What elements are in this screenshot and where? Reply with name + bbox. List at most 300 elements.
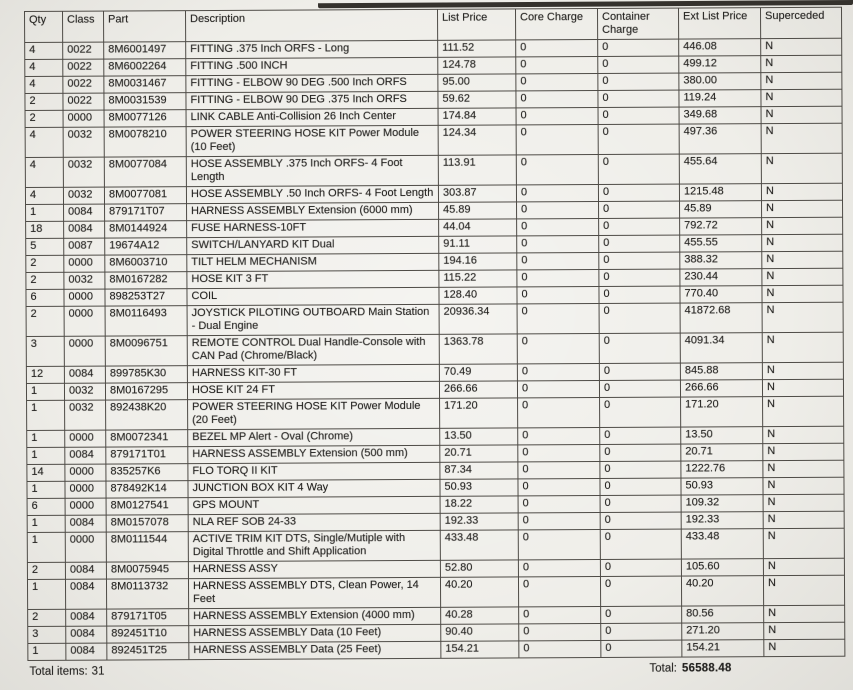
cell-qty: 3 [28,626,66,643]
cell-ext-list-price: 845.88 [680,363,762,380]
cell-container-charge: 0 [599,303,680,333]
cell-superceded: N [762,332,843,362]
cell-core-charge: 0 [517,201,599,218]
cell-description: NLA REF SOB 24-33 [188,513,440,531]
cell-core-charge: 0 [518,461,600,478]
cell-ext-list-price: 792.72 [680,218,762,235]
cell-container-charge: 0 [599,269,680,286]
cell-ext-list-price: 4091.34 [680,333,762,363]
cell-list-price: 1363.78 [439,334,517,364]
cell-part: 8M0111544 [106,532,188,562]
cell-superceded: N [764,622,845,639]
cell-class: 0084 [64,221,105,238]
table-row [27,396,844,430]
cell-part: 879171T01 [106,447,188,464]
cell-class: 0032 [65,400,106,430]
cell-list-price: 113.91 [438,155,516,185]
cell-class: 0084 [65,562,106,579]
cell-ext-list-price: 40.20 [681,576,763,606]
cell-class: 0084 [64,366,105,383]
cell-list-price: 174.84 [438,108,516,125]
cell-ext-list-price: 192.33 [681,512,763,529]
col-header-superceded: Superceded [760,7,841,38]
cell-part: 8M0077081 [104,187,186,204]
cell-description: ACTIVE TRIM KIT DTS, Single/Mutiple with Digital Throttle and Shift Application [188,530,440,561]
cell-description: SWITCH/LANYARD KIT Dual [187,236,439,254]
cell-superceded: N [762,362,843,379]
cell-part: 8M0072341 [106,430,188,447]
cell-qty: 4 [25,187,63,204]
cell-description: HARNESS ASSY [188,560,440,578]
cell-description: FLO TORQ II KIT [188,462,440,480]
cell-core-charge: 0 [518,427,600,444]
cell-part: 8M0157078 [106,515,188,532]
cell-class: 0000 [65,532,106,562]
cell-list-price: 266.66 [439,381,517,398]
cell-ext-list-price: 349.68 [679,107,761,124]
cell-container-charge: 0 [598,154,679,184]
cell-part: 8M0077126 [104,110,186,127]
cell-qty: 1 [27,532,65,562]
cell-part: 835257K6 [106,464,188,481]
cell-container-charge: 0 [598,107,679,124]
cell-list-price: 70.49 [439,364,517,381]
cell-core-charge: 0 [516,56,598,73]
cell-container-charge: 0 [600,529,681,559]
cell-list-price: 433.48 [440,530,518,560]
grand-total-value: 56588.48 [681,662,732,675]
cell-qty: 1 [26,204,64,221]
cell-qty: 2 [28,609,66,626]
cell-superceded: N [763,575,844,605]
cell-part: 879171T07 [105,204,187,221]
cell-ext-list-price: 1215.48 [679,184,761,201]
cell-ext-list-price: 446.08 [679,39,761,56]
cell-class: 0032 [63,187,104,204]
cell-class: 0022 [63,59,104,76]
cell-container-charge: 0 [600,559,681,576]
cell-core-charge: 0 [516,90,598,107]
cell-list-price: 59.62 [438,91,516,108]
cell-core-charge: 0 [518,478,600,495]
cell-container-charge: 0 [599,201,680,218]
cell-qty: 5 [26,238,64,255]
cell-qty: 6 [26,289,64,306]
cell-core-charge: 0 [517,303,599,333]
cell-part: 8M0167282 [105,272,187,289]
cell-container-charge: 0 [600,427,681,444]
cell-list-price: 303.87 [438,185,516,202]
cell-superceded: N [762,217,843,234]
cell-list-price: 90.40 [441,624,519,641]
cell-description: FITTING - ELBOW 90 DEG .500 Inch ORFS [186,74,438,92]
cell-description: JUNCTION BOX KIT 4 Way [188,479,440,497]
cell-description: POWER STEERING HOSE KIT Power Module (20 Feet) [188,398,440,429]
cell-class: 0084 [65,447,106,464]
cell-class: 0022 [63,76,104,93]
cell-container-charge: 0 [599,333,680,363]
cell-part: 19674A12 [105,238,187,255]
cell-core-charge: 0 [518,397,600,427]
cell-part: 8M0031467 [104,76,186,93]
cell-superceded: N [762,251,843,268]
cell-ext-list-price: 171.20 [681,397,763,427]
cell-qty: 4 [25,59,63,76]
cell-class: 0084 [66,643,107,660]
cell-superceded: N [761,72,842,89]
cell-qty: 14 [27,464,65,481]
cell-ext-list-price: 154.21 [682,640,764,657]
cell-qty: 6 [27,498,65,515]
cell-class: 0000 [65,481,106,498]
cell-ext-list-price: 20.71 [681,444,763,461]
cell-qty: 18 [26,221,64,238]
cell-list-price: 50.93 [440,479,518,496]
cell-list-price: 171.20 [440,398,518,428]
cell-superceded: N [762,200,843,217]
grand-total [649,662,731,674]
parts-list-sheet [24,7,845,682]
cell-ext-list-price: 13.50 [681,427,763,444]
cell-core-charge: 0 [517,218,599,235]
cell-class: 0000 [64,289,105,306]
cell-ext-list-price: 499.12 [679,56,761,73]
table-row [25,123,842,157]
cell-core-charge: 0 [519,606,601,623]
table-row [27,575,844,609]
cell-superceded: N [761,106,842,123]
cell-superceded: N [761,38,842,55]
cell-description: TILT HELM MECHANISM [187,253,439,271]
cell-class: 0022 [63,93,104,110]
cell-qty: 1 [27,481,65,498]
cell-container-charge: 0 [598,90,679,107]
cell-core-charge: 0 [516,184,598,201]
cell-description: FUSE HARNESS-10FT [187,219,439,237]
col-header-part: Part [104,11,186,42]
cell-part: 8M0078210 [104,127,186,157]
cell-superceded: N [764,605,845,622]
cell-list-price: 91.11 [439,236,517,253]
cell-list-price: 87.34 [440,462,518,479]
cell-superceded: N [761,183,842,200]
cell-ext-list-price: 770.40 [680,286,762,303]
cell-list-price: 128.40 [439,287,517,304]
cell-part: 8M0144924 [105,221,187,238]
cell-superceded: N [761,89,842,106]
cell-qty: 2 [26,306,64,336]
cell-ext-list-price: 230.44 [680,269,762,286]
cell-description: FITTING - ELBOW 90 DEG .375 Inch ORFS [186,91,438,109]
cell-qty: 1 [27,430,65,447]
cell-core-charge: 0 [516,124,598,154]
cell-list-price: 40.20 [440,577,518,607]
cell-container-charge: 0 [601,640,682,657]
cell-container-charge: 0 [598,56,679,73]
cell-class: 0084 [64,204,105,221]
cell-core-charge: 0 [519,640,601,657]
cell-part: 898253T27 [105,289,187,306]
table-footer [27,662,844,682]
cell-superceded: N [762,285,843,302]
cell-description: HARNESS KIT-30 FT [187,364,439,382]
cell-qty: 1 [28,643,66,660]
cell-description: HARNESS ASSEMBLY Data (10 Feet) [189,624,441,642]
parts-table-header [25,7,842,42]
total-items [29,666,104,678]
cell-part: 8M0116493 [105,306,187,336]
cell-list-price: 20.71 [440,445,518,462]
col-header-qty: Qty [25,11,63,42]
cell-part: 8M6001497 [104,42,186,59]
cell-list-price: 18.22 [440,496,518,513]
cell-qty: 1 [26,383,64,400]
cell-description: HOSE ASSEMBLY .50 Inch ORFS- 4 Foot Length [186,185,438,203]
cell-container-charge: 0 [600,576,681,606]
cell-superceded: N [763,511,844,528]
cell-core-charge: 0 [518,529,600,559]
cell-qty: 2 [27,562,65,579]
cell-part: 892438K20 [106,400,188,430]
cell-container-charge: 0 [601,606,682,623]
cell-core-charge: 0 [518,512,600,529]
cell-class: 0084 [65,515,106,532]
cell-class: 0000 [64,255,105,272]
cell-superceded: N [763,528,844,558]
cell-core-charge: 0 [516,73,598,90]
cell-container-charge: 0 [600,478,681,495]
cell-qty: 1 [27,400,65,430]
cell-qty: 2 [25,93,63,110]
cell-qty: 1 [27,579,65,609]
table-row [25,153,842,187]
header-row [25,7,842,42]
cell-part: 8M6003710 [105,255,187,272]
cell-container-charge: 0 [600,397,681,427]
cell-qty: 12 [26,366,64,383]
cell-part: 8M6002264 [104,59,186,76]
cell-ext-list-price: 455.64 [679,154,761,184]
cell-qty: 4 [25,127,63,157]
cell-qty: 2 [26,272,64,289]
cell-container-charge: 0 [599,286,680,303]
cell-qty: 1 [27,515,65,532]
cell-description: REMOTE CONTROL Dual Handle-Console with CAN Pad (Chrome/Black) [187,334,439,365]
cell-list-price: 13.50 [440,428,518,445]
cell-list-price: 40.28 [441,607,519,624]
cell-class: 0000 [65,498,106,515]
cell-superceded: N [763,494,844,511]
cell-list-price: 154.21 [441,641,519,658]
cell-qty: 3 [26,336,64,366]
col-header-list-price: List Price [437,9,515,40]
cell-list-price: 194.16 [439,253,517,270]
cell-class: 0087 [64,238,105,255]
cell-ext-list-price: 380.00 [679,73,761,90]
cell-description: HARNESS ASSEMBLY Extension (6000 mm) [187,202,439,220]
cell-part: 8M0075945 [106,562,188,579]
cell-container-charge: 0 [599,218,680,235]
cell-core-charge: 0 [518,559,600,576]
cell-list-price: 52.80 [440,560,518,577]
cell-class: 0084 [65,579,106,609]
cell-core-charge: 0 [517,286,599,303]
cell-description: HOSE ASSEMBLY .375 Inch ORFS- 4 Foot Length [186,155,438,186]
cell-ext-list-price: 1222.76 [681,461,763,478]
cell-part: 899785K30 [105,366,187,383]
cell-list-price: 20936.34 [439,304,517,334]
cell-superceded: N [764,639,845,656]
cell-part: 8M0031539 [104,93,186,110]
cell-core-charge: 0 [517,333,599,363]
cell-ext-list-price: 105.60 [681,559,763,576]
col-header-description: Description [186,9,438,41]
parts-table-body [25,38,845,660]
cell-qty: 1 [27,447,65,464]
cell-part: 8M0113732 [106,579,188,609]
cell-class: 0000 [63,110,104,127]
cell-list-price: 95.00 [438,74,516,91]
cell-list-price: 45.89 [439,202,517,219]
cell-part: 8M0127541 [106,498,188,515]
cell-part: 892451T10 [107,626,189,643]
cell-container-charge: 0 [600,444,681,461]
cell-core-charge: 0 [518,576,600,606]
cell-core-charge: 0 [516,154,598,184]
table-row [26,332,843,366]
cell-ext-list-price: 455.55 [680,235,762,252]
cell-description: BEZEL MP Alert - Oval (Chrome) [188,428,440,446]
col-header-ext-list-price: Ext List Price [678,8,760,39]
cell-core-charge: 0 [516,107,598,124]
cell-list-price: 111.52 [438,40,516,57]
cell-superceded: N [762,234,843,251]
cell-list-price: 115.22 [439,270,517,287]
cell-core-charge: 0 [518,444,600,461]
cell-part: 8M0077084 [104,157,186,187]
total-items-value: 31 [91,665,105,678]
cell-description: HOSE KIT 24 FT [187,381,439,399]
cell-part: 878492K14 [106,481,188,498]
cell-superceded: N [763,443,844,460]
cell-description: HARNESS ASSEMBLY Extension (500 mm) [188,445,440,463]
cell-part: 892451T25 [107,643,189,660]
grand-total-label: Total: [649,662,677,675]
cell-superceded: N [762,379,843,396]
cell-part: 8M0167295 [105,383,187,400]
cell-list-price: 44.04 [439,219,517,236]
cell-class: 0000 [64,336,105,366]
cell-ext-list-price: 271.20 [682,623,764,640]
cell-container-charge: 0 [599,252,680,269]
cell-ext-list-price: 433.48 [681,529,763,559]
cell-container-charge: 0 [598,124,679,154]
cell-ext-list-price: 119.24 [679,90,761,107]
cell-description: JOYSTICK PILOTING OUTBOARD Main Station - Dual Engine [187,304,439,335]
cell-container-charge: 0 [600,512,681,529]
cell-class: 0032 [63,157,104,187]
parts-table [24,7,845,661]
cell-superceded: N [761,123,842,153]
cell-class: 0084 [66,609,107,626]
cell-class: 0084 [66,626,107,643]
cell-qty: 2 [25,110,63,127]
table-row [26,302,843,336]
cell-class: 0022 [63,42,104,59]
cell-class: 0032 [64,383,105,400]
cell-class: 0032 [64,272,105,289]
col-header-core-charge: Core Charge [515,8,597,39]
cell-list-price: 192.33 [440,513,518,530]
cell-description: LINK CABLE Anti-Collision 26 Inch Center [186,108,438,126]
cell-ext-list-price: 41872.68 [680,303,762,333]
cell-superceded: N [763,396,844,426]
cell-description: POWER STEERING HOSE KIT Power Module (10 Feet) [186,125,438,156]
cell-superceded: N [763,558,844,575]
total-items-label: Total items: [29,665,88,678]
cell-core-charge: 0 [517,380,599,397]
cell-description: GPS MOUNT [188,496,440,514]
cell-class: 0000 [65,464,106,481]
cell-qty: 4 [25,157,63,187]
cell-container-charge: 0 [599,380,680,397]
table-row [27,528,844,562]
cell-superceded: N [762,302,843,332]
cell-description: COIL [187,287,439,305]
cell-ext-list-price: 45.89 [680,201,762,218]
cell-core-charge: 0 [517,252,599,269]
cell-superceded: N [763,426,844,443]
cell-superceded: N [761,153,842,183]
cell-description: HARNESS ASSEMBLY DTS, Clean Power, 14 Feet [188,577,440,608]
cell-qty: 4 [25,42,63,59]
cell-ext-list-price: 497.36 [679,124,761,154]
cell-class: 0000 [64,306,105,336]
cell-ext-list-price: 80.56 [682,606,764,623]
cell-superceded: N [761,55,842,72]
col-header-class: Class [63,11,104,42]
cell-core-charge: 0 [518,495,600,512]
cell-core-charge: 0 [516,39,598,56]
cell-qty: 2 [26,255,64,272]
cell-container-charge: 0 [599,235,680,252]
cell-superceded: N [763,460,844,477]
cell-ext-list-price: 388.32 [680,252,762,269]
cell-ext-list-price: 266.66 [680,380,762,397]
cell-ext-list-price: 109.32 [681,495,763,512]
cell-superceded: N [763,477,844,494]
cell-list-price: 124.78 [438,57,516,74]
cell-ext-list-price: 50.93 [681,478,763,495]
cell-container-charge: 0 [599,363,680,380]
cell-container-charge: 0 [600,461,681,478]
cell-core-charge: 0 [517,363,599,380]
cell-description: HARNESS ASSEMBLY Data (25 Feet) [189,641,441,659]
cell-container-charge: 0 [598,39,679,56]
table-row [28,639,845,660]
cell-core-charge: 0 [519,623,601,640]
col-header-container-charge: Container Charge [597,8,678,39]
cell-superceded: N [762,268,843,285]
cell-description: HARNESS ASSEMBLY Extension (4000 mm) [189,607,441,625]
cell-qty: 4 [25,76,63,93]
cell-container-charge: 0 [600,495,681,512]
cell-description: FITTING .500 INCH [186,57,438,75]
cell-core-charge: 0 [517,235,599,252]
cell-class: 0032 [63,127,104,157]
cell-description: HOSE KIT 3 FT [187,270,439,288]
cell-part: 8M0096751 [105,336,187,366]
